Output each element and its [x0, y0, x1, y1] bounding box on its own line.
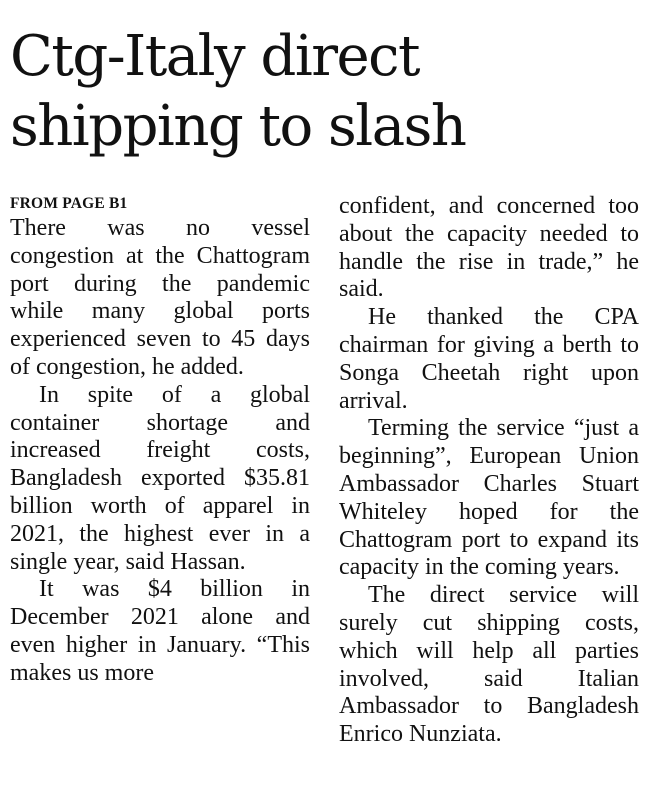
paragraph: He thanked the CPA chairman for giving a berth to Songa Cheetah right upon arrival. — [339, 304, 639, 414]
paragraph: There was no vessel congestion at the Chattogram port during the pandemic while many global ports experienced seven to 45 days of congestion, he added. — [10, 215, 310, 380]
jump-line: FROM PAGE B1 — [10, 195, 128, 212]
paragraph-continued: confident, and concerned too about the capacity needed to handle the rise in trade,” he said. — [339, 193, 639, 303]
headline: Ctg-Italy direct shipping to slash — [10, 24, 466, 159]
paragraph: In spite of a global container shortage and increased freight costs, Bangladesh exported $35.81 billion worth of apparel in 2021, the highest ever in a single year, said Hassan. — [10, 381, 310, 575]
paragraph: It was $4 billion in December 2021 alone and even higher in January. “This makes us more — [10, 576, 310, 686]
article-column-left — [10, 193, 310, 688]
paragraph: Terming the service “just a beginning”, European Union Ambassador Charles Stuart Whiteley hoped for the Chattogram port to expand its capacity in the coming years. — [339, 415, 639, 581]
paragraph: The direct service will surely cut shipping costs, which will help all parties involved, said Italian Ambassador to Bangladesh Enrico Nunziata. — [339, 582, 639, 748]
article-column-right — [339, 193, 639, 749]
